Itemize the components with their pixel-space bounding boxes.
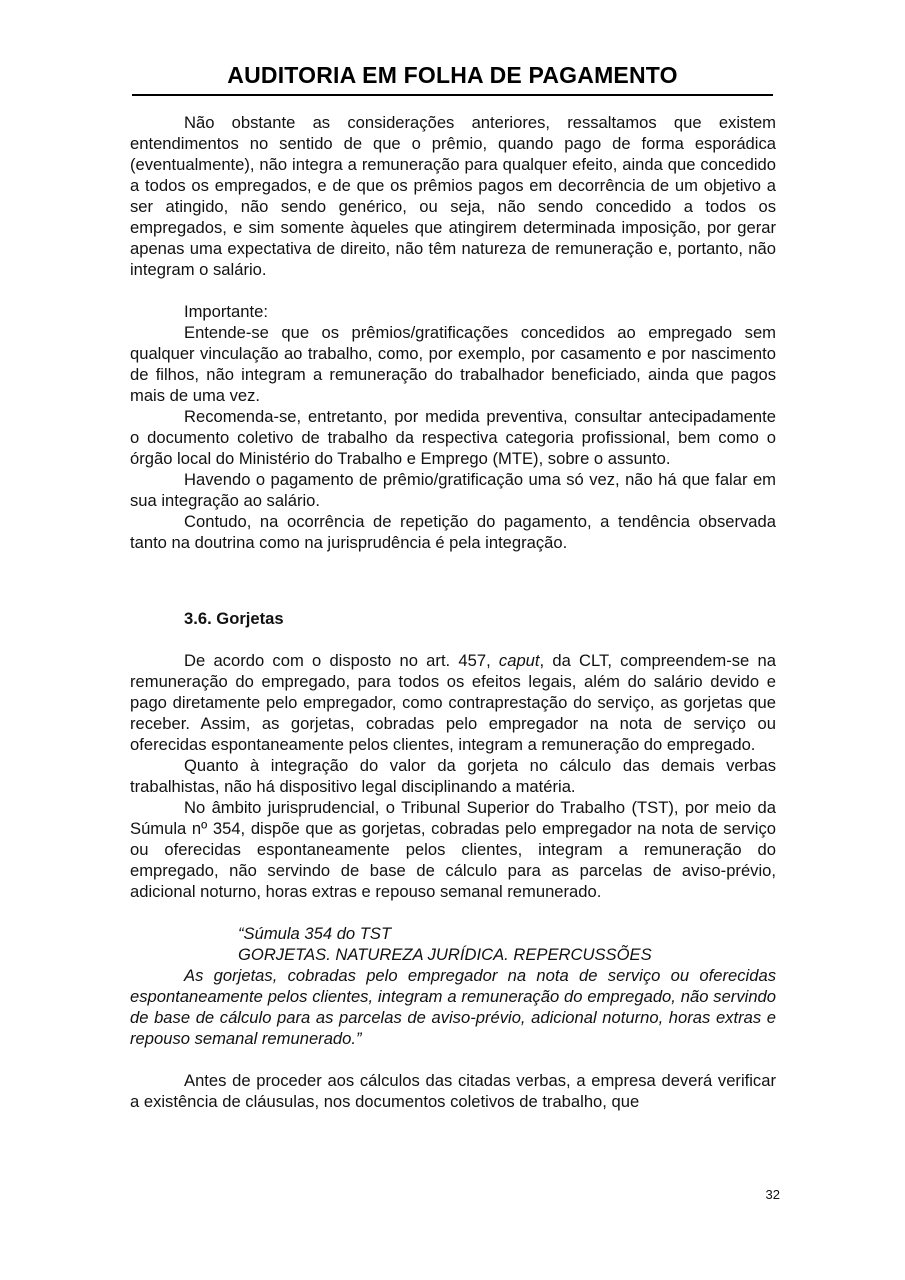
important-paragraph: Contudo, na ocorrência de repetição do pagamento, a tendência observada tanto na doutrina como na jurisprudência é pela integração. [130,512,776,552]
paragraph-intro: Não obstante as considerações anteriores, ressaltamos que existem entendimentos no sentido de que o prêmio, quando pago de forma esporádica (eventualmente), não integra a remuneração para qualquer efeito, ainda que concedido a todos os empregados, e de que os prêmios pagos em decorrência de um objetivo a ser atingido, não sendo genérico, ou seja, não sendo concedido a todos os empregados, e sim somente àqueles que atingirem determinada imposição, por gerar apenas uma expectativa de direito, não têm natureza de remuneração e, portanto, não integram o salário. [130,113,776,279]
section-paragraph-2: Quanto à integração do valor da gorjeta no cálculo das demais verbas trabalhistas, não há dispositivo legal disciplinando a matéria. [130,756,776,796]
quote-heading: “Súmula 354 do TST [238,924,392,943]
important-paragraph: Havendo o pagamento de prêmio/gratificação uma só vez, não há que falar em sua integração ao salário. [130,470,776,510]
page-number: 32 [765,1187,780,1202]
quote-text: As gorjetas, cobradas pelo empregador na nota de serviço ou oferecidas espontaneamente pelos clientes, integram a remuneração do empregado, não servindo de base de cálculo para as parcelas de aviso-prévio, adicional noturno, horas extras e repouso semanal remunerado.” [130,966,776,1048]
section-paragraph-3: No âmbito jurisprudencial, o Tribunal Superior do Trabalho (TST), por meio da Súmula nº 354, dispõe que as gorjetas, cobradas pelo empregador na nota de serviço ou oferecidas espontaneamente pelos clientes, integram a remuneração do empregado, não servindo de base de cálculo para as parcelas de aviso-prévio, adicional noturno, horas extras e repouso semanal remunerado. [130,798,776,901]
section-paragraph-1 [130,650,776,755]
p1-caput: caput [498,651,540,670]
document-body [130,112,776,1112]
important-paragraph: Entende-se que os prêmios/gratificações concedidos ao empregado sem qualquer vinculação ao trabalho, como, por exemplo, por casamento e por nascimento de filhos, não integram a remuneração do trabalhador beneficiado, ainda que pagos mais de uma vez. [130,323,776,405]
important-paragraph: Recomenda-se, entretanto, por medida preventiva, consultar antecipadamente o documento coletivo de trabalho da respectiva categoria profissional, bem como o órgão local do Ministério do Trabalho e Emprego (MTE), sobre o assunto. [130,407,776,468]
page-header-title: AUDITORIA EM FOLHA DE PAGAMENTO [132,60,773,96]
p1-text-before: De acordo com o disposto no art. 457, [184,651,499,670]
p1-text-after: , da CLT, compreendem-se na remuneração do empregado, para todos os efeitos legais, além do salário devido e pago diretamente pelo empregador, como contraprestação do serviço, as gorjetas que receber. Assim, as gorjetas, cobradas pelo empregador na nota de serviço ou oferecidas espontaneamente pelos clientes, integram a remuneração do empregado. [130,651,776,754]
section-title: 3.6. Gorjetas [184,609,284,628]
important-label: Importante: [184,302,268,321]
quote-subheading: GORJETAS. NATUREZA JURÍDICA. REPERCUSSÕES [238,945,652,964]
closing-paragraph: Antes de proceder aos cálculos das citadas verbas, a empresa deverá verificar a existência de cláusulas, nos documentos coletivos de trabalho, que [130,1071,776,1111]
